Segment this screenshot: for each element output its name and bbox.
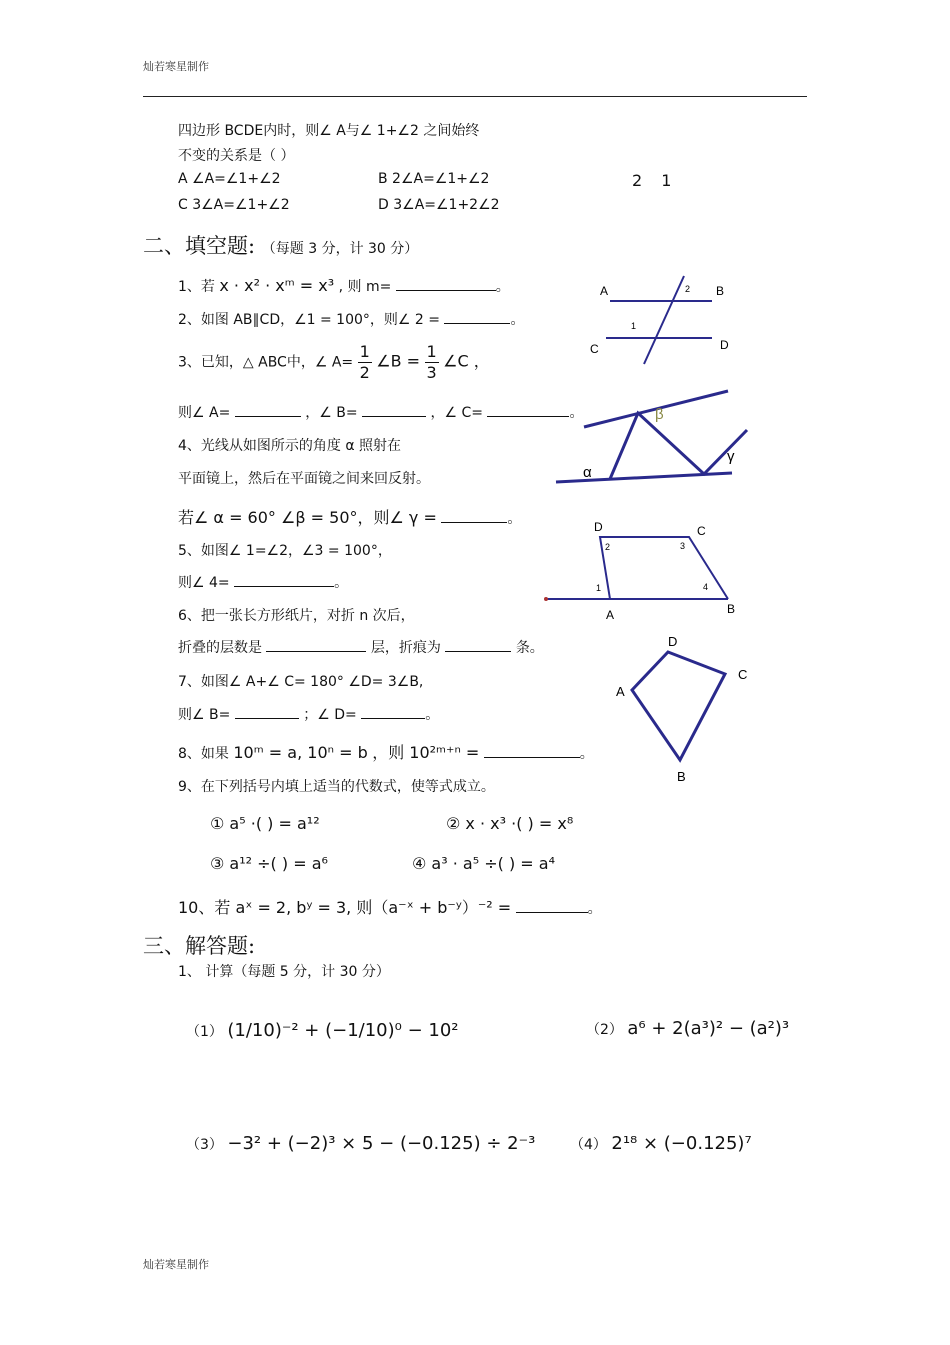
header-rule [143,96,807,97]
problem-label: （2） [586,1022,623,1038]
answer-blank[interactable] [235,704,299,719]
light-path [610,413,747,479]
label-angle-1: 1 [596,583,602,593]
quadrilateral-outline [632,652,725,760]
question-7-line1: 7、如图∠ A+∠ C= 180° ∠D= 3∠B, [178,674,424,690]
problem-label: （4） [570,1137,607,1153]
answer-blank[interactable] [235,402,301,417]
figure-quadrilateral [608,628,758,788]
q8-suffix: ，则 10²ᵐ⁺ⁿ = [372,743,480,762]
q3-suffix: ∠C ， [443,351,490,371]
answer-blank[interactable] [484,743,580,758]
question-6-line2 [178,637,544,657]
frac-den: 3 [426,363,437,382]
answer-blank[interactable] [516,898,588,913]
answer-blank[interactable] [266,637,366,652]
question-6-line1: 6、把一张长方形纸片，对折 n 次后， [178,608,415,624]
label-d: D [668,634,678,649]
question-10 [178,895,602,918]
frac-num: 1 [426,342,437,361]
question-2 [178,309,524,329]
q4-condition: 若∠ α = 60° ∠β = 50°，则∠ γ = [178,508,437,527]
question-9: 9、在下列括号内填上适当的代数式，使等式成立。 [178,779,495,795]
label-a: A [600,284,609,298]
option-b: B 2∠A=∠1+∠2 [378,171,490,187]
q9-item-3: ③ a¹² ÷( ) = a⁶ [210,854,328,873]
q3-a-label: 则∠ A= [178,405,231,421]
q1-suffix: , 则 m= [338,279,392,295]
label-angle-2: 2 [605,542,611,552]
point-dot [544,597,548,601]
figure-mirrors [552,385,752,490]
label-d: D [594,520,603,534]
question-8 [178,740,594,763]
question-4-line2: 平面镜上，然后在平面镜之间来回反射。 [178,471,430,487]
label-alpha: α [583,464,592,481]
q9-item-1: ① a⁵ ·( ) = a¹² [210,814,320,833]
period: 。 [587,901,602,917]
problem-1 [186,1020,459,1041]
prev-question-line1: 四边形 BCDE内时，则∠ A与∠ 1+∠2 之间始终 [178,123,480,139]
q1-prefix: 1、若 [178,279,215,295]
label-gamma: γ [727,448,735,465]
section3-sub1: 1、 计算（每题 5 分，计 30 分） [178,964,390,980]
label-c: C [590,342,599,356]
label-c: C [738,667,748,682]
q9-item-2: ② x · x³ ·( ) = x⁸ [446,814,574,833]
answer-blank[interactable] [362,402,426,417]
period: 。 [425,707,440,723]
label-c: C [697,524,706,538]
q8-prefix: 8、如果 [178,746,229,762]
problem-label: （3） [186,1137,223,1153]
question-3 [178,342,490,383]
problem-expression: a⁶ + 2(a³)² − (a²)³ [627,1018,790,1039]
question-5-line1: 5、如图∠ 1=∠2，∠3 = 100°， [178,543,392,559]
period: 。 [507,511,522,527]
answer-blank[interactable] [396,276,496,291]
section-title-text: 二、填空题: [143,234,256,258]
question-1 [178,276,510,296]
label-b: B [716,284,725,298]
q7-b-label: 则∠ B= [178,707,231,723]
problem-expression: 2¹⁸ × (−0.125)⁷ [611,1133,752,1154]
section-note: （每题 3 分，计 30 分） [261,241,419,257]
page-footer: 灿若寒星制作 [143,1258,209,1271]
period: 。 [569,405,584,421]
problem-4 [570,1133,752,1154]
problem-expression: (1/10)⁻² + (−1/10)⁰ − 10² [227,1020,459,1041]
q3-b-label: ，∠ B= [305,405,358,421]
q3-mid: ∠B = [376,351,421,371]
label-b: B [677,769,686,784]
q6-part-a: 折叠的层数是 [178,640,262,656]
problem-expression: −3² + (−2)³ × 5 − (−0.125) ÷ 2⁻³ [227,1133,536,1154]
option-a: A ∠A=∠1+∠2 [178,171,281,187]
problem-label: （1） [186,1024,223,1040]
question-4-line1: 4、光线从如图所示的角度 α 照射在 [178,438,402,454]
q9-item-4: ④ a³ · a⁵ ÷( ) = a⁴ [412,854,555,873]
answer-blank[interactable] [445,637,511,652]
q8-expression: 10ᵐ = a, 10ⁿ = b [233,743,368,762]
trapezoid-outline [600,537,728,599]
label-a: A [616,684,625,699]
label-b: B [727,602,736,616]
figure-trapezoid [542,518,747,623]
q6-part-c: 条。 [515,640,544,656]
answer-blank[interactable] [234,572,334,587]
label-angle-2: 2 [685,284,691,294]
q2-text: 2、如图 AB∥CD，∠1 = 100°，则∠ 2 = [178,312,440,328]
question-4-line3 [178,505,521,528]
figure-parallel-lines [580,272,750,372]
q6-part-b: 层，折痕为 [370,640,441,656]
section-title-solve: 三、解答题: [143,934,256,958]
fraction-half [358,342,372,383]
label-angle-4: 4 [703,582,709,592]
period: 。 [495,279,510,295]
section-title-fill-in [143,230,418,260]
period: 。 [334,575,349,591]
transversal-line [644,276,684,364]
q5-label: 则∠ 4= [178,575,230,591]
frac-num: 1 [359,342,370,361]
question-3-answers [178,402,583,422]
q3-prefix: 3、已知，△ ABC中，∠ A= [178,354,354,371]
label-angle-1: 1 [631,321,637,331]
answer-blank[interactable] [444,309,510,324]
frac-den: 2 [359,363,370,382]
option-d: D 3∠A=∠1+2∠2 [378,197,500,213]
prev-figure-labels: 2 1 [632,171,672,190]
q7-d-label: ；∠ D= [303,707,357,723]
answer-blank[interactable] [441,508,507,523]
prev-question-line2: 不变的关系是（ ） [178,148,295,164]
page-header: 灿若寒星制作 [143,60,209,73]
q1-expression: x · x² · xᵐ = x³ [219,276,335,295]
question-7-line2 [178,704,439,724]
q10-text: 10、若 aˣ = 2, bʸ = 3, 则（a⁻ˣ + b⁻ʸ）⁻² = [178,898,512,917]
question-5-line2 [178,572,348,592]
label-beta: β [655,406,664,423]
problem-2 [586,1018,789,1039]
period: 。 [510,312,525,328]
label-a: A [606,608,615,622]
answer-blank[interactable] [361,704,425,719]
fraction-third [425,342,439,383]
period: 。 [579,746,594,762]
problem-3 [186,1133,535,1154]
option-c: C 3∠A=∠1+∠2 [178,197,290,213]
label-d: D [720,338,729,352]
q3-c-label: ，∠ C= [430,405,483,421]
label-angle-3: 3 [680,541,686,551]
